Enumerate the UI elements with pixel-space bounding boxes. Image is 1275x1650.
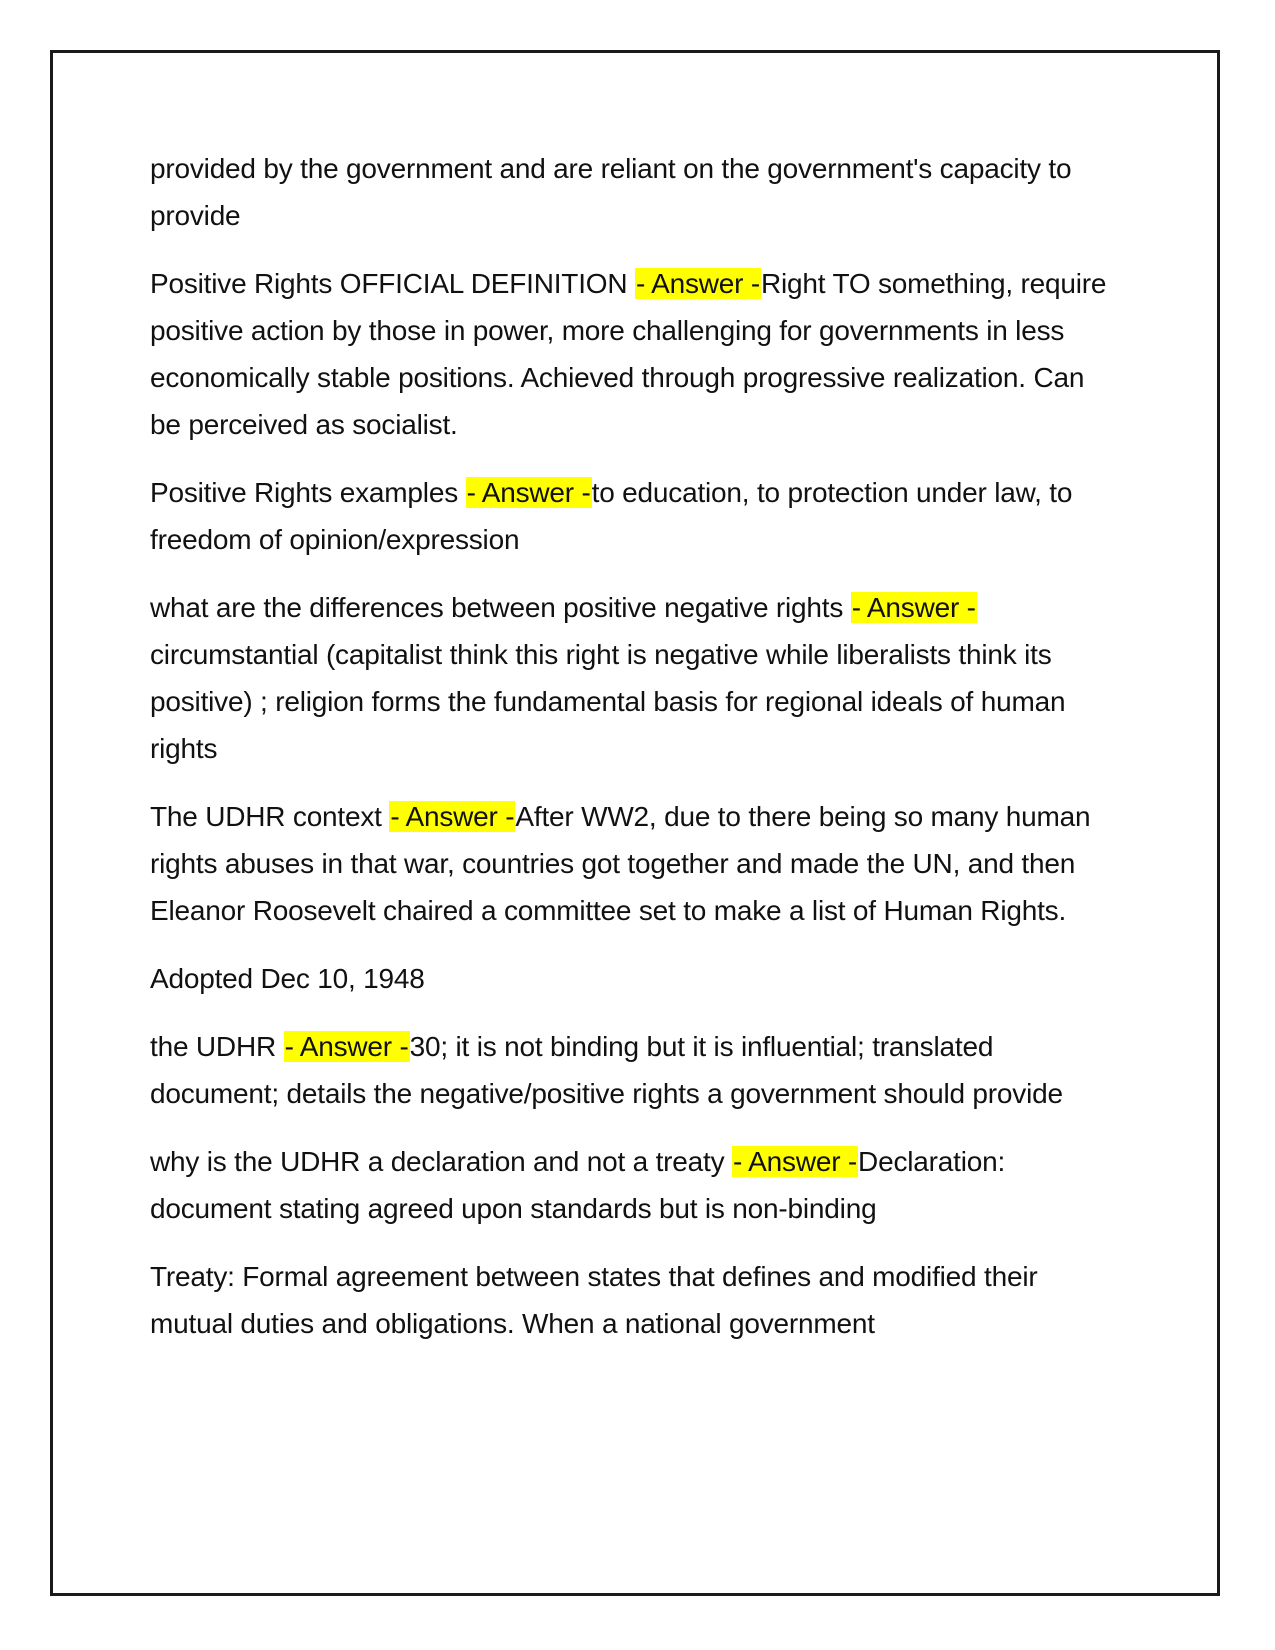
paragraph (150, 1138, 1110, 1232)
definition-text: Adopted Dec 10, 1948 (150, 963, 425, 994)
term-text: Positive Rights OFFICIAL DEFINITION (150, 268, 635, 299)
paragraph (150, 793, 1110, 934)
answer-highlight: - Answer - (733, 1146, 858, 1177)
definition-text: Declaration: document stating agreed upon standards but is non-binding (150, 1146, 1006, 1224)
definition-text: After WW2, due to there being so many human rights abuses in that war, countries got together and made the UN, and then Eleanor Roosevelt chaired a committee set to make a list of Human Rights. (150, 801, 1091, 926)
answer-highlight: - Answer - (635, 268, 760, 299)
paragraph (150, 469, 1110, 563)
paragraph (150, 1253, 1110, 1347)
document-body (150, 145, 1110, 1368)
term-text: the UDHR (150, 1031, 284, 1062)
answer-highlight: - Answer - (284, 1031, 409, 1062)
definition-text: Right TO something, require positive action by those in power, more challenging for governments in less economically stable positions. Achieved through progressive realization. Can be perceived as socialist. (150, 268, 1107, 440)
definition-text: provided by the government and are reliant on the government's capacity to provide (150, 153, 1072, 231)
paragraph (150, 584, 1110, 772)
term-text: what are the differences between positive negative rights (150, 592, 851, 623)
term-text: Positive Rights examples (150, 477, 466, 508)
definition-text: Treaty: Formal agreement between states that defines and modified their mutual duties and obligations. When a national government (150, 1261, 1038, 1339)
answer-highlight: - Answer - (390, 801, 515, 832)
definition-text: circumstantial (capitalist think this right is negative while liberalists think its positive) ; religion forms the fundamental basis for regional ideals of human rights (150, 639, 1066, 764)
definition-text: 30; it is not binding but it is influential; translated document; details the negative/positive rights a government should provide (150, 1031, 1063, 1109)
paragraph (150, 145, 1110, 239)
answer-highlight: - Answer - (851, 592, 976, 623)
term-text: The UDHR context (150, 801, 390, 832)
paragraph (150, 955, 1110, 1002)
definition-text: to education, to protection under law, to freedom of opinion/expression (150, 477, 1073, 555)
term-text: why is the UDHR a declaration and not a treaty (150, 1146, 733, 1177)
answer-highlight: - Answer - (466, 477, 591, 508)
paragraph (150, 1023, 1110, 1117)
paragraph (150, 260, 1110, 448)
